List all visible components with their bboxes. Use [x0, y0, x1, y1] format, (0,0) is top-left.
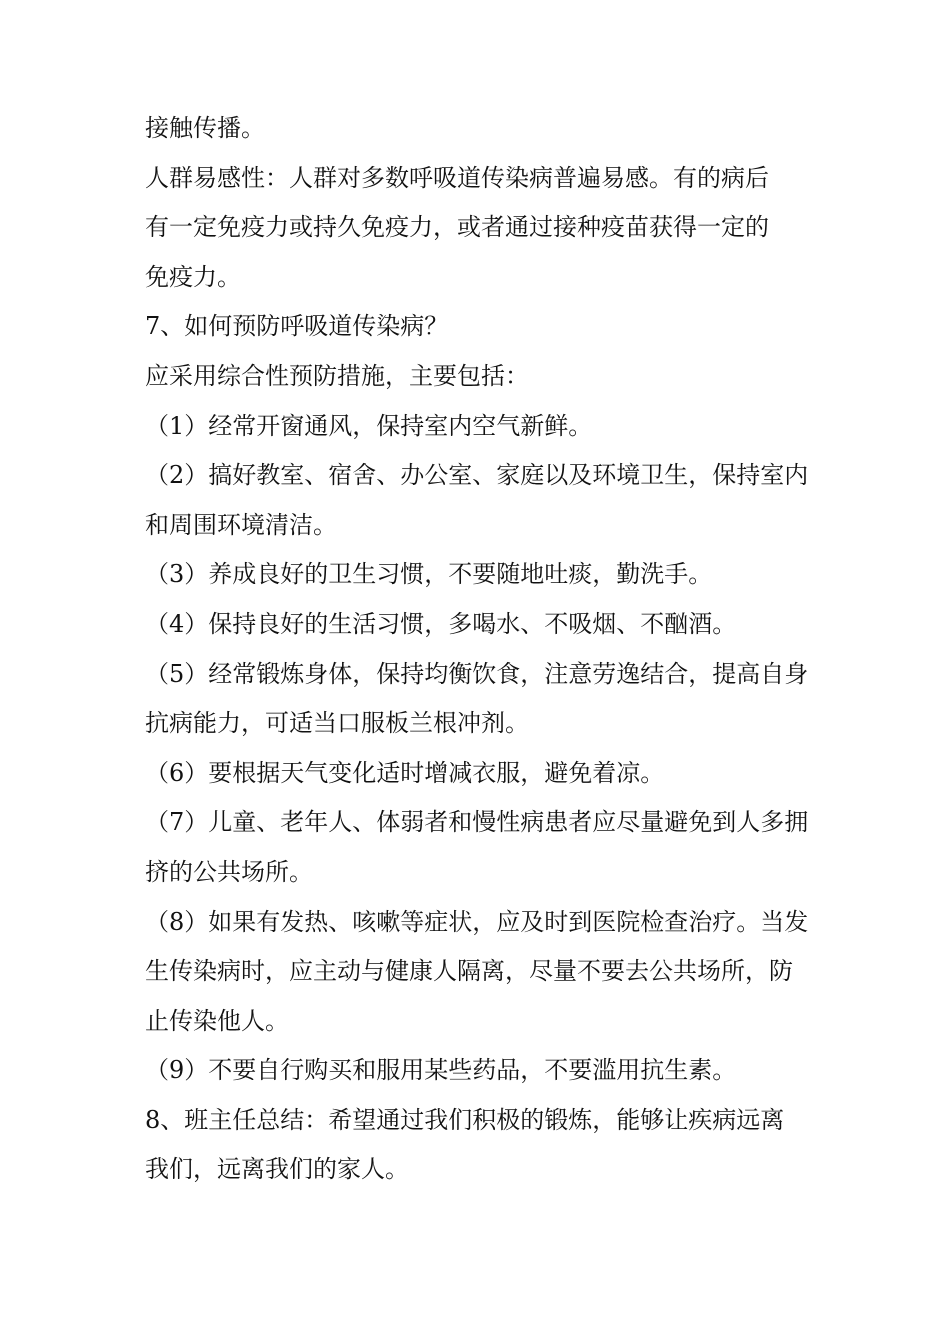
- list-item-8-line-2: 生传染病时，应主动与健康人隔离，尽量不要去公共场所，防: [145, 957, 793, 986]
- text-line-susceptibility-1: 人群易感性：人群对多数呼吸道传染病普遍易感。有的病后: [145, 163, 769, 192]
- list-item-7-line-1: （7）儿童、老年人、体弱者和慢性病患者应尽量避免到人多拥: [145, 808, 809, 837]
- list-item-9: （9）不要自行购买和服用某些药品，不要滥用抗生素。: [145, 1056, 737, 1085]
- text-line-susceptibility-3: 免疫力。: [145, 262, 241, 291]
- list-item-6: （6）要根据天气变化适时增减衣服，避免着凉。: [145, 758, 665, 787]
- list-item-8-line-3: 止传染他人。: [145, 1006, 289, 1035]
- list-item-3: （3）养成良好的卫生习惯，不要随地吐痰，勤洗手。: [145, 560, 713, 589]
- text-line-summary-end: 我们，远离我们的家人。: [145, 1155, 409, 1184]
- list-item-5-line-2: 抗病能力，可适当口服板兰根冲剂。: [145, 709, 529, 738]
- list-item-4: （4）保持良好的生活习惯，多喝水、不吸烟、不酗酒。: [145, 609, 737, 638]
- text-line-transmission-end: 接触传播。: [145, 114, 265, 142]
- text-line-measures-intro: 应采用综合性预防措施，主要包括：: [145, 361, 529, 390]
- list-item-7-line-2: 挤的公共场所。: [145, 857, 313, 886]
- list-item-5-line-1: （5）经常锻炼身体，保持均衡饮食，注意劳逸结合，提高自身: [145, 659, 809, 688]
- list-item-2-line-2: 和周围环境清洁。: [145, 510, 337, 539]
- section-heading-summary: 8、班主任总结：希望通过我们积极的锻炼，能够让疾病远离: [145, 1105, 785, 1134]
- list-item-8-line-1: （8）如果有发热、咳嗽等症状，应及时到医院检查治疗。当发: [145, 907, 809, 936]
- document-body: [145, 104, 815, 1195]
- list-item-2-line-1: （2）搞好教室、宿舍、办公室、家庭以及环境卫生，保持室内: [145, 461, 809, 490]
- text-line-susceptibility-2: 有一定免疫力或持久免疫力，或者通过接种疫苗获得一定的: [145, 213, 769, 242]
- section-heading-prevention: 7、如何预防呼吸道传染病？: [145, 312, 449, 341]
- list-item-1: （1）经常开窗通风，保持室内空气新鲜。: [145, 411, 593, 440]
